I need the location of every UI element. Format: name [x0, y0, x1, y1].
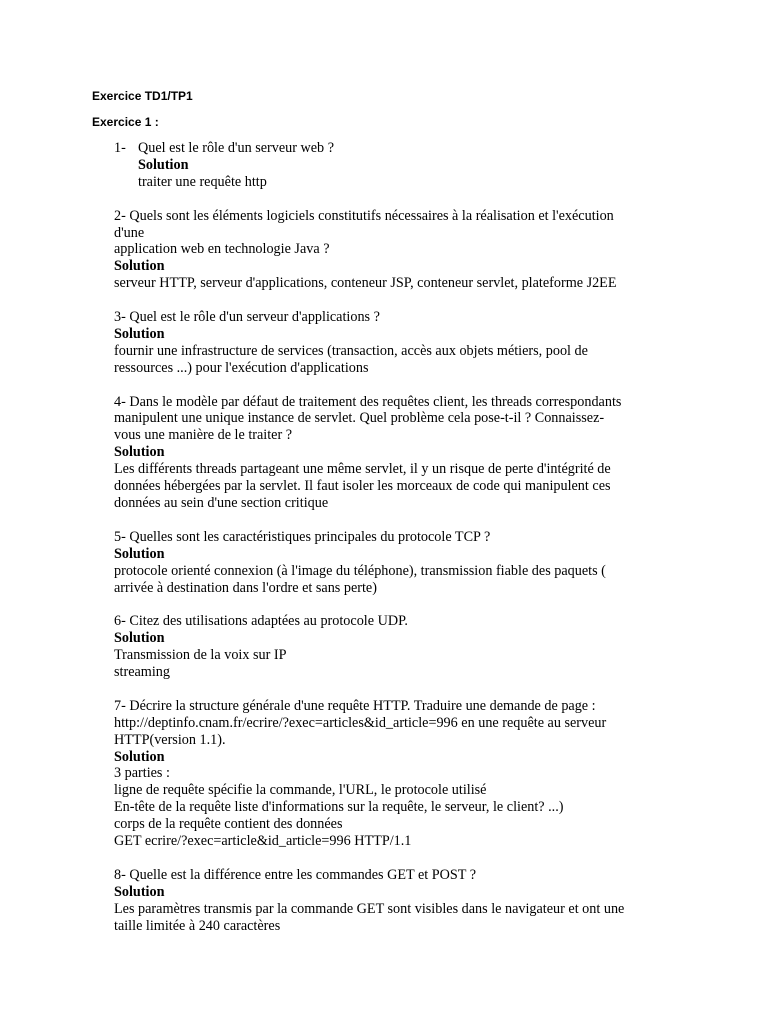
document-body [114, 140, 714, 951]
answer-line: Transmission de la voix sur IP [114, 647, 287, 664]
question-line: http://deptinfo.cnam.fr/ecrire/?exec=articles&id_article=996 en une requête au serveur [114, 714, 607, 731]
question-3 [114, 309, 714, 377]
solution-label: Solution [114, 325, 165, 342]
question-line: manipulent une unique instance de servlet. Quel problème cela pose-t-il ? Connaissez- [114, 410, 605, 427]
question-8 [114, 867, 714, 935]
answer-line: protocole orienté connexion (à l'image du téléphone), transmission fiable des paquets ( [114, 562, 606, 579]
answer-line: ligne de requête spécifie la commande, l'URL, le protocole utilisé [114, 782, 487, 799]
question-7 [114, 698, 714, 850]
answer-1-text: traiter une requête http [138, 173, 267, 190]
answer-line: arrivée à destination dans l'ordre et sans perte) [114, 579, 377, 596]
solution-label: Solution [138, 156, 189, 173]
answer-line: En-tête de la requête liste d'informations sur la requête, le serveur, le client? ...) [114, 799, 564, 816]
question-line: 5- Quelles sont les caractéristiques principales du protocole TCP ? [114, 528, 491, 545]
question-line: 3- Quel est le rôle d'un serveur d'applications ? [114, 309, 380, 326]
solution-label: Solution [114, 748, 165, 765]
question-line: 4- Dans le modèle par défaut de traitement des requêtes client, les threads correspondants [114, 393, 622, 410]
question-5 [114, 529, 714, 597]
answer-line: GET ecrire/?exec=article&id_article=996 HTTP/1.1 [114, 833, 412, 850]
question-1 [114, 140, 714, 191]
solution-label: Solution [114, 444, 165, 461]
answer-line: 3 parties : [114, 765, 170, 782]
answer-line: serveur HTTP, serveur d'applications, conteneur JSP, conteneur servlet, plateforme J2EE [114, 275, 617, 292]
answer-line: streaming [114, 664, 170, 681]
answer-line: Les paramètres transmis par la commande GET sont visibles dans le navigateur et ont une [114, 900, 625, 917]
question-line: 7- Décrire la structure générale d'une requête HTTP. Traduire une demande de page : [114, 697, 596, 714]
question-6 [114, 613, 714, 681]
exercise-heading: Exercice 1 : [92, 115, 159, 129]
question-line: 6- Citez des utilisations adaptées au protocole UDP. [114, 613, 408, 630]
solution-label: Solution [114, 630, 165, 647]
question-1-text: 1- Quel est le rôle d'un serveur web ? [114, 140, 334, 156]
answer-line: données hébergées par la servlet. Il faut isoler les morceaux de code qui manipulent ces [114, 478, 611, 495]
question-2 [114, 208, 714, 293]
answer-line: données au sein d'une section critique [114, 494, 329, 511]
solution-label: Solution [114, 883, 165, 900]
question-line: application web en technologie Java ? [114, 241, 330, 258]
answer-line: corps de la requête contient des données [114, 816, 343, 833]
question-line: vous une manière de le traiter ? [114, 427, 293, 444]
question-line: HTTP(version 1.1). [114, 731, 226, 748]
question-line: 8- Quelle est la différence entre les commandes GET et POST ? [114, 866, 477, 883]
answer-line: taille limitée à 240 caractères [114, 917, 281, 934]
answer-line: Les différents threads partageant une même servlet, il y un risque de perte d'intégrité de [114, 461, 611, 478]
question-line: 2- Quels sont les éléments logiciels constitutifs nécessaires à la réalisation et l'exécution [114, 207, 614, 224]
answer-line: ressources ...) pour l'exécution d'applications [114, 359, 369, 376]
document-title: Exercice TD1/TP1 [92, 89, 193, 103]
question-4 [114, 394, 714, 512]
solution-label: Solution [114, 545, 165, 562]
solution-label: Solution [114, 258, 165, 275]
question-line: d'une [114, 224, 145, 241]
answer-line: fournir une infrastructure de services (transaction, accès aux objets métiers, pool de [114, 342, 588, 359]
